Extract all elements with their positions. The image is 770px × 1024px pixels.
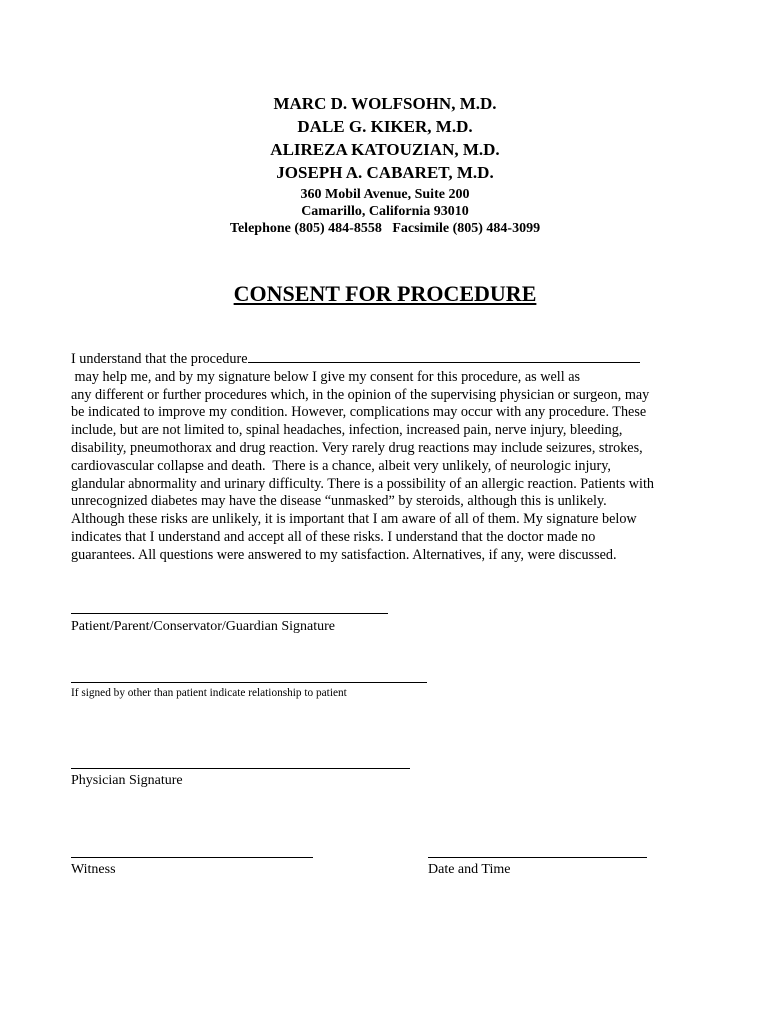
consent-line: unrecognized diabetes may have the disease “unmasked” by steroids, although this is unlikely. xyxy=(71,493,607,510)
doctor-name-2: DALE G. KIKER, M.D. xyxy=(297,117,473,136)
doctor-name-3: ALIREZA KATOUZIAN, M.D. xyxy=(270,140,500,159)
relationship-line[interactable] xyxy=(71,682,427,683)
consent-line: cardiovascular collapse and death. There is a chance, albeit very unlikely, of neurologic injury, xyxy=(71,457,611,474)
consent-line: be indicated to improve my condition. However, complications may occur with any procedure. These xyxy=(71,404,647,421)
consent-line: glandular abnormality and urinary difficulty. There is a possibility of an allergic reaction. Patients with xyxy=(71,475,654,492)
consent-line: guarantees. All questions were answered to my satisfaction. Alternatives, if any, were discussed. xyxy=(71,546,617,563)
address-line-2: Camarillo, California 93010 xyxy=(301,204,469,219)
consent-line: may help me, and by my signature below I give my consent for this procedure, as well as xyxy=(71,368,581,385)
consent-line: indicates that I understand and accept all of these risks. I understand that the doctor made no xyxy=(71,528,596,545)
consent-lead-text: I understand that the procedure xyxy=(71,351,248,367)
physician-signature-label: Physician Signature xyxy=(71,773,183,788)
consent-body xyxy=(71,348,711,565)
procedure-fill-line[interactable] xyxy=(248,348,640,363)
phone-fax-line: Telephone (805) 484-8558 Facsimile (805) 484-3099 xyxy=(229,221,541,236)
consent-line-1 xyxy=(71,348,711,369)
address-line-1: 360 Mobil Avenue, Suite 200 xyxy=(300,187,470,202)
doctor-name-1: MARC D. WOLFSOHN, M.D. xyxy=(273,94,497,113)
relationship-label: If signed by other than patient indicate relationship to patient xyxy=(71,687,347,699)
date-time-label: Date and Time xyxy=(428,862,511,877)
date-time-line[interactable] xyxy=(428,857,647,858)
consent-line: Although these risks are unlikely, it is important that I am aware of all of them. My signature below xyxy=(71,511,637,528)
patient-signature-label: Patient/Parent/Conservator/Guardian Signature xyxy=(71,619,335,634)
physician-signature-line[interactable] xyxy=(71,768,410,769)
consent-line: disability, pneumothorax and drug reaction. Very rarely drug reactions may include seizures, strokes, xyxy=(71,439,643,456)
patient-signature-line[interactable] xyxy=(71,613,388,614)
letterhead xyxy=(0,92,770,237)
document-title: CONSENT FOR PROCEDURE xyxy=(233,281,537,306)
doctor-name-4: JOSEPH A. CABARET, M.D. xyxy=(276,163,494,182)
witness-signature-line[interactable] xyxy=(71,857,313,858)
consent-line: any different or further procedures which, in the opinion of the supervising physician or surgeon, may xyxy=(71,386,650,403)
consent-line: include, but are not limited to, spinal headaches, infection, increased pain, nerve injury, bleeding, xyxy=(71,422,623,439)
witness-label: Witness xyxy=(71,862,116,877)
